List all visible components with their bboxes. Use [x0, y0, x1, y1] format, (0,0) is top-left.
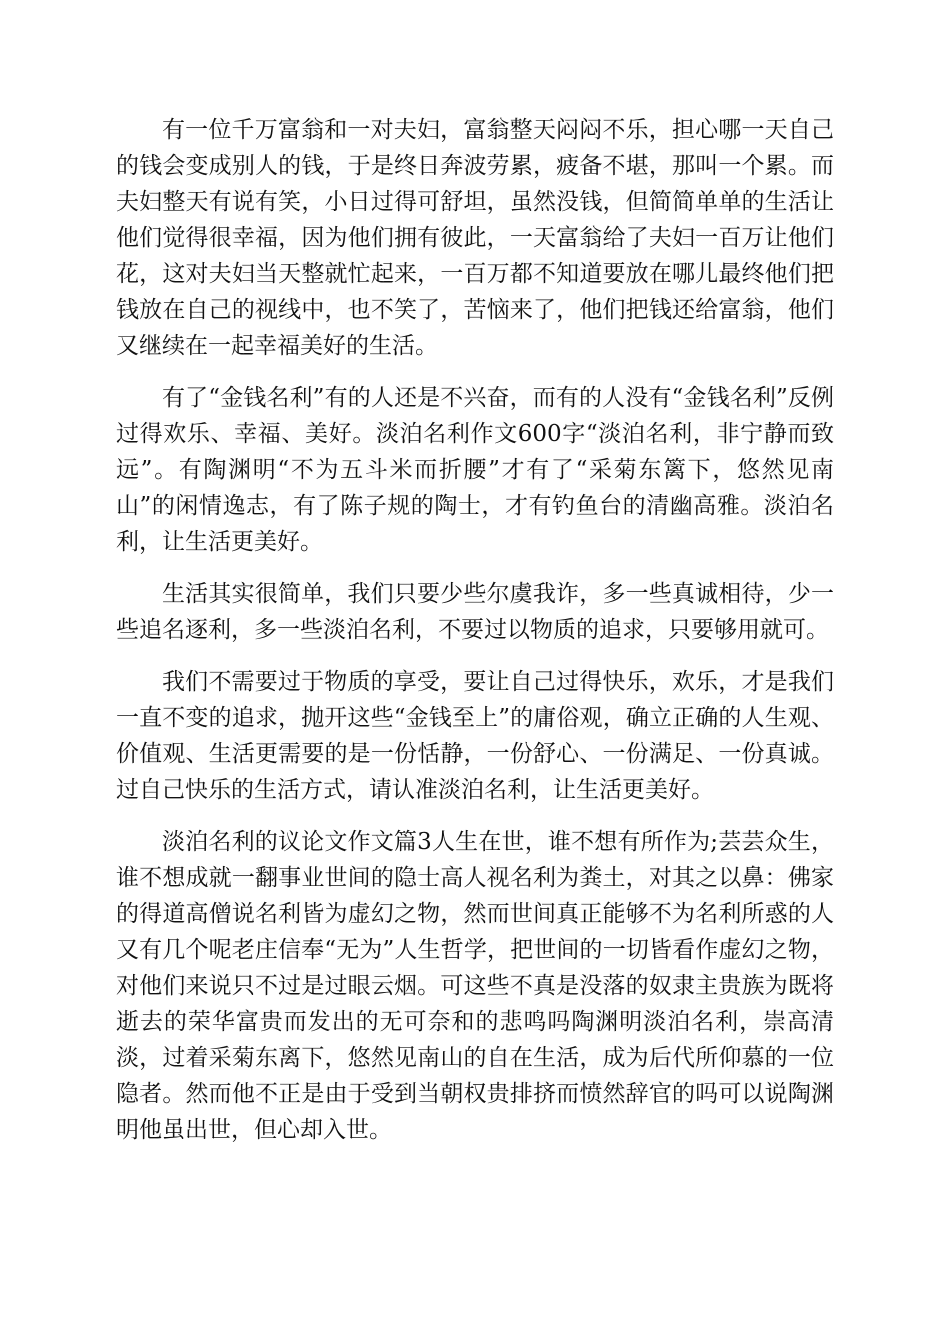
document-body [116, 112, 834, 1164]
paragraph-3: 生活其实很简单，我们只要少些尔虞我诈，多一些真诚相待，少一些追名逐利，多一些淡泊名利，不要过以物质的追求，只要够用就可。 [116, 581, 834, 643]
paragraph-1: 有一位千万富翁和一对夫妇，富翁整天闷闷不乐，担心哪一天自己的钱会变成别人的钱，于是终日奔波劳累，疲备不堪，那叫一个累。而夫妇整天有说有笑，小日过得可舒坦，虽然没钱，但简简单单的生活让他们觉得很幸福，因为他们拥有彼此，一天富翁给了夫妇一百万让他们花，这对夫妇当天整就忙起来，一百万都不知道要放在哪儿最终他们把钱放在自己的视线中，也不笑了，苦恼来了，他们把钱还给富翁，他们又继续在一起幸福美好的生活。 [116, 117, 834, 359]
paragraph-2: 有了“金钱名利”有的人还是不兴奋，而有的人没有“金钱名利”反例过得欢乐、幸福、美好。淡泊名利作文600字“淡泊名利，非宁静而致远”。有陶渊明“不为五斗米而折腰”才有了“采菊东篱下，悠然见南山”的闲情逸志，有了陈子规的陶士，才有钓鱼台的清幽高雅。淡泊名利，让生活更美好。 [116, 385, 834, 555]
paragraph-4: 我们不需要过于物质的享受，要让自己过得快乐，欢乐，才是我们一直不变的追求，抛开这些“金钱至上”的庸俗观，确立正确的人生观、价值观、生活更需要的是一份恬静，一份舒心、一份满足、一份真诚。过自己快乐的生活方式，请认准淡泊名利，让生活更美好。 [116, 669, 834, 803]
paragraph-5: 淡泊名利的议论文作文篇3人生在世，谁不想有所作为;芸芸众生，谁不想成就一翻事业世间的隐士高人视名利为粪土，对其之以鼻：佛家的得道高僧说名利皆为虚幻之物，然而世间真正能够不为名利所惑的人又有几个呢老庄信奉“无为”人生哲学，把世间的一切皆看作虚幻之物，对他们来说只不过是过眼云烟。可这些不真是没落的奴隶主贵族为既将逝去的荣华富贵而发出的无可奈和的悲鸣吗陶渊明淡泊名利，崇高清淡，过着采菊东离下，悠然见南山的自在生活，成为后代所仰慕的一位隐者。然而他不正是由于受到当朝权贵排挤而愤然辞官的吗可以说陶渊明他虽出世，但心却入世。 [116, 829, 834, 1143]
